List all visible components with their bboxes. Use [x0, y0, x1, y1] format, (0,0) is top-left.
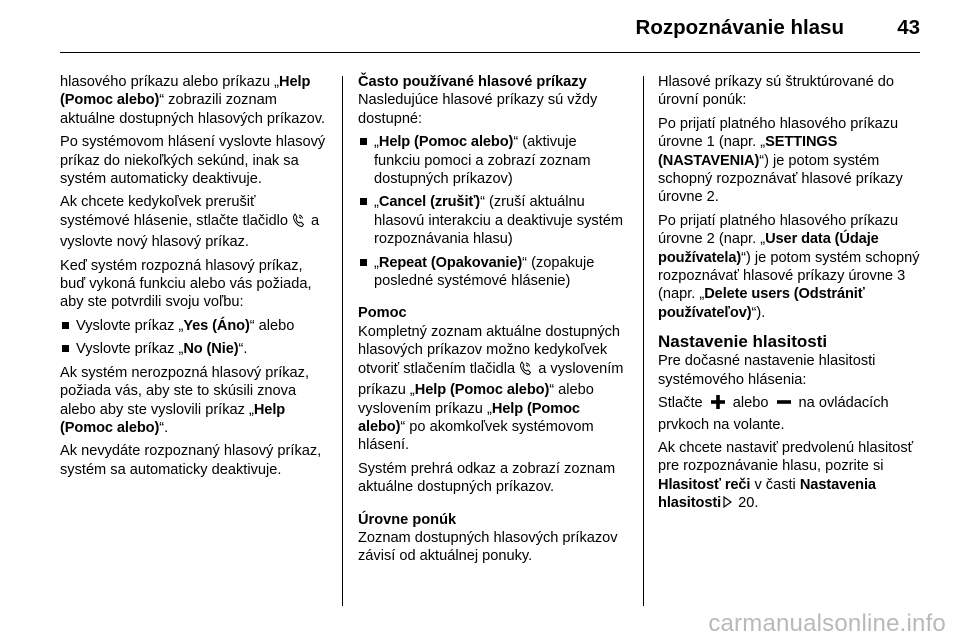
page-ref-icon	[723, 495, 732, 513]
bullet-icon	[360, 259, 367, 266]
column-3	[658, 73, 924, 519]
list-item: Vyslovte príkaz „No (Nie)“.	[60, 340, 326, 358]
paragraph: Hlasové príkazy sú štruktúrované do úrovní ponúk:	[658, 74, 895, 109]
section-heading: Často používané hlasové príkazy	[358, 74, 587, 90]
subsection-heading: Úrovne ponúk	[358, 511, 457, 528]
section-heading: Nastavenie hlasitosti	[658, 332, 828, 352]
voice-phone-icon	[519, 361, 531, 381]
column-divider-1	[342, 76, 343, 606]
paragraph: Po prijatí platného hlasového príkazu úrovne 2 (napr. „User data (Údaje používatela)“) je potom systém schopný rozpoznávať hlasové príkazy úrovne 3 (napr. „Delete users (Odstrániť používateľov)“).	[658, 212, 920, 321]
paragraph: Ak chcete kedykoľvek prerušiť systémové hlásenie, stlačte tlačidlo a vyslovte nový hlasový príkaz.	[60, 194, 320, 251]
page-title: Rozpoznávanie hlasu	[635, 16, 844, 39]
bullet-icon	[360, 198, 367, 205]
paragraph: Stlačte alebo na ovládacích prvkoch na volante.	[658, 395, 889, 433]
subsection-heading: Pomoc	[358, 305, 407, 322]
column-divider-2	[643, 76, 644, 606]
column-1	[60, 73, 326, 484]
bullet-icon	[62, 322, 69, 329]
paragraph: Kompletný zoznam aktuálne dostupných hlasových príkazov možno kedykoľvek otvoriť stlačením tlačidla a vyslovením príkazu „Help (Pomoc alebo)“ alebo vyslovením príkazu „Help (Pomoc alebo)“ po akomkoľvek systémovom hlásení.	[358, 323, 624, 454]
paragraph: Pre dočasné nastavenie hlasitosti systémového hlásenia:	[658, 353, 876, 388]
plus-icon	[710, 394, 726, 415]
minus-icon	[776, 394, 792, 415]
paragraph: Ak nevydáte rozpoznaný hlasový príkaz, systém sa automaticky deaktivuje.	[60, 443, 322, 478]
paragraph: Zoznam dostupných hlasových príkazov závisí od aktuálnej ponuky.	[358, 529, 618, 565]
paragraph: Systém prehrá odkaz a zobrazí zoznam aktuálne dostupných príkazov.	[358, 460, 616, 496]
watermark: carmanualsonline.info	[708, 610, 946, 637]
list-item: „Cancel (zrušiť)“ (zruší aktuálnu hlasovú interakciu a deaktivuje systém rozpoznávania hlasu)	[358, 193, 624, 248]
paragraph: Po prijatí platného hlasového príkazu úrovne 1 (napr. „SETTINGS (NASTAVENIA)“) je potom systém schopný rozpoznávať hlasové príkazy úrovne 2.	[658, 115, 903, 206]
column-2	[358, 73, 624, 571]
paragraph: Po systémovom hlásení vyslovte hlasový príkaz do niekoľkých sekúnd, inak sa systém automaticky deaktivuje.	[60, 134, 326, 188]
bullet-icon	[360, 138, 367, 145]
bullet-icon	[62, 345, 69, 352]
page-number: 43	[897, 16, 920, 39]
paragraph: Ak chcete nastaviť predvolenú hlasitosť pre rozpoznávanie hlasu, pozrite si Hlasitosť reči v časti Nastavenia hlasitosti 20.	[658, 439, 924, 514]
header-rule	[60, 52, 920, 53]
paragraph: Ak systém nerozpozná hlasový príkaz, požiada vás, aby ste to skúsili znova alebo aby ste vyslovili príkaz „Help (Pomoc alebo)“.	[60, 364, 310, 436]
paragraph: Nasledujúce hlasové príkazy sú vždy dostupné:	[358, 92, 598, 127]
paragraph: Keď systém rozpozná hlasový príkaz, buď vykoná funkciu alebo vás požiada, aby ste potvrdili svoju voľbu:	[60, 257, 312, 311]
list-item: „Repeat (Opakovanie)“ (zopakuje posledné systémové hlásenie)	[358, 254, 624, 291]
paragraph: hlasového príkazu alebo príkazu „Help (Pomoc alebo)“ zobrazili zoznam aktuálne dostupných hlasových príkazov.	[60, 74, 326, 127]
list-item: Vyslovte príkaz „Yes (Áno)“ alebo	[60, 317, 326, 335]
list-item: „Help (Pomoc alebo)“ (aktivuje funkciu pomoci a zobrazí zoznam dostupných príkazov)	[358, 133, 624, 188]
voice-phone-icon	[292, 213, 304, 233]
